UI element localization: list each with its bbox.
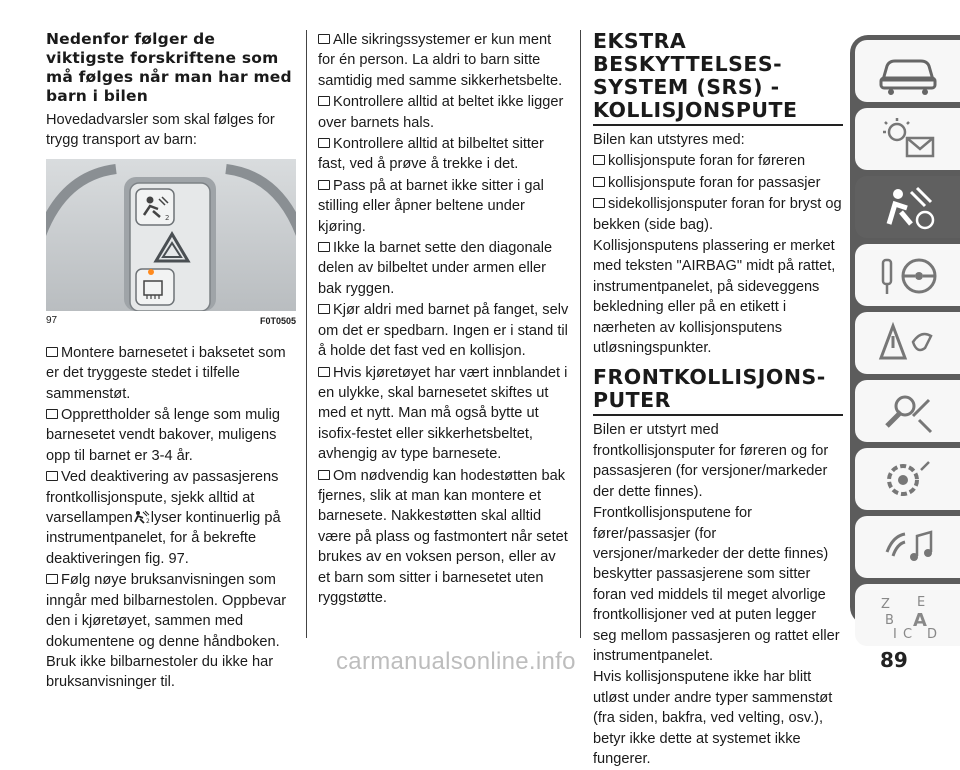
bullet-item: Kjør aldri med barnet på fanget, selv om det er spedbarn. Ingen er i stand til å holde det fast ved en kollisjon. bbox=[318, 300, 570, 361]
car-overview-icon bbox=[873, 46, 943, 96]
chapter-tab-emergency[interactable] bbox=[855, 312, 960, 374]
bullet-item: Følg nøye bruksanvisningen som inngår med bilbarnestolen. Oppbevar den i kjøretøyet, sammen med dokumentene og denne håndboken. Bruk ikke bilbarnestoler du ikke har bruksanvisninger til. bbox=[46, 570, 296, 692]
svg-text:C: C bbox=[902, 627, 912, 640]
bullet-text-continued: lyser kontinuerlig på instrumentpanelet, for å bekrefte deaktiveringen fig. 97. bbox=[46, 510, 281, 567]
svg-text:2: 2 bbox=[145, 518, 150, 525]
svg-text:D: D bbox=[926, 627, 937, 640]
dashboard-figure bbox=[46, 159, 296, 311]
bullet-text: Ved deaktivering av passasjerens frontkollisjonspute, sjekk alltid at varsellampen bbox=[46, 469, 279, 527]
paragraph: Hvis kollisjonsputene ikke har blitt utløst under andre typer sammenstøt (fra siden, bakfra, ved velting, osv.), betyr ikke dette at systemet ikke fungerer. bbox=[593, 669, 833, 767]
column-divider bbox=[580, 30, 581, 638]
bullet-item: Kontrollere alltid at bilbeltet sitter fast, ved å prøve å trekke i det. bbox=[318, 134, 570, 175]
column-divider bbox=[306, 30, 307, 638]
bullet-item: Hvis kjøretøyet har vært innblandet i en ulykke, skal barnesetet skiftes ut med et nytt. Man må også bytte ut isofix-festet eller sikkerhetsbeltet, avhengig av type barnesete. bbox=[318, 363, 570, 465]
bullet-item: Kontrollere alltid at beltet ikke ligger over barnets hals. bbox=[318, 92, 570, 133]
svg-text:B: B bbox=[884, 613, 894, 628]
bullet-item: Alle sikringssystemer er kun ment for én person. La aldri to barn sitte samtidig med samme sikkerhetsbelte. bbox=[318, 30, 570, 91]
chapter-tab-technical[interactable] bbox=[855, 448, 960, 510]
chapter-tab-starting[interactable] bbox=[855, 244, 960, 306]
index-icon bbox=[873, 590, 943, 640]
chapter-tab-car[interactable] bbox=[855, 40, 960, 102]
bullet-item: kollisjonspute foran for passasjer bbox=[593, 173, 843, 193]
svg-text:I: I bbox=[892, 627, 897, 640]
column-3 bbox=[593, 30, 843, 770]
section-heading-front-airbags: FRONTKOLLISJONS-PUTER bbox=[593, 366, 843, 416]
figure-code: F0T0505 bbox=[259, 315, 296, 326]
svg-text:2: 2 bbox=[165, 213, 170, 222]
bullet-item: Montere barnesetet i baksetet som er det tryggeste stedet i tilfelle sammenstøt. bbox=[46, 343, 296, 404]
starting-driving-icon bbox=[873, 250, 943, 300]
section-heading-srs: EKSTRA BESKYTTELSES-SYSTEM (SRS) - KOLLISJONSPUTE bbox=[593, 30, 843, 126]
bullet-item: sidekollisjonsputer foran for bryst og bekken (side bag). bbox=[593, 194, 843, 235]
chapter-tab-multimedia[interactable] bbox=[855, 516, 960, 578]
bullet-item bbox=[46, 467, 296, 569]
column-1 bbox=[46, 30, 296, 694]
figure-number: 97 bbox=[46, 314, 58, 326]
watermark: carmanualsonline.info bbox=[336, 648, 576, 675]
column-2 bbox=[318, 30, 570, 609]
technical-data-icon bbox=[873, 454, 943, 504]
paragraph: Bilen er utstyrt med frontkollisjonsputer for føreren og for passasjeren (for versjoner/markeder der dette finnes). bbox=[593, 422, 829, 500]
svg-text:E: E bbox=[916, 595, 925, 610]
bullet-item: Pass på at barnet ikke sitter i gal stilling eller åpner beltene under kjøring. bbox=[318, 176, 570, 237]
bullet-item: Om nødvendig kan hodestøtten bak fjernes, slik at man kan montere et barnesete. Nakkestøtten skal alltid være på plass og fastmontert når setet brukes av en voksen person, eller av et barn som sitter i barnesetet uten ryggstøtte. bbox=[318, 466, 570, 609]
chapter-tab-warning-lights[interactable] bbox=[855, 108, 960, 170]
maintenance-icon bbox=[873, 386, 943, 436]
multimedia-icon bbox=[873, 522, 943, 572]
paragraph: Frontkollisjonsputene for fører/passasjer (for versjoner/markeder der dette finnes) beskytter passasjerene som sitter foran ved middels til meget alvorlige frontkollisjoner ved at puten legger seg mellom passasjeren og rattet eller instrumentpanelet. bbox=[593, 505, 840, 664]
chapter-tab-maintenance[interactable] bbox=[855, 380, 960, 442]
bullet-item: kollisjonspute foran for føreren bbox=[593, 151, 843, 171]
dashboard-illustration bbox=[46, 159, 296, 311]
chapter-tab-index[interactable] bbox=[855, 584, 960, 646]
paragraph: Kollisjonsputens plassering er merket med teksten "AIRBAG" midt på rattet, instrumentpanelet, på sideveggens bekledning eller på en etikett i nærheten av kollisjonsputens utløsningspunkter. bbox=[593, 238, 836, 357]
warning-lights-icon bbox=[873, 114, 943, 164]
page-number: 89 bbox=[880, 648, 908, 672]
emergency-icon bbox=[873, 318, 943, 368]
intro-text: Hovedadvarsler som skal følges for trygg transport av barn: bbox=[46, 112, 275, 149]
airbag-off-warning-icon bbox=[133, 510, 151, 524]
bullet-item: Opprettholder så lenge som mulig barnesetet vendt bakover, muligens opp til barnet er 3-4 år. bbox=[46, 405, 296, 466]
section-heading-children: Nedenfor følger de viktigste forskriftene som må følges når man har med barn i bilen bbox=[46, 30, 292, 105]
figure-caption bbox=[46, 315, 296, 327]
svg-text:Z: Z bbox=[880, 597, 890, 612]
bullet-item: Ikke la barnet sette den diagonale delen av bilbeltet under armen eller bak ryggen. bbox=[318, 238, 570, 299]
intro-text: Bilen kan utstyres med: bbox=[593, 132, 745, 148]
svg-text:A: A bbox=[912, 610, 927, 631]
chapter-tab-safety[interactable] bbox=[855, 176, 960, 238]
safety-airbag-icon bbox=[873, 182, 943, 232]
